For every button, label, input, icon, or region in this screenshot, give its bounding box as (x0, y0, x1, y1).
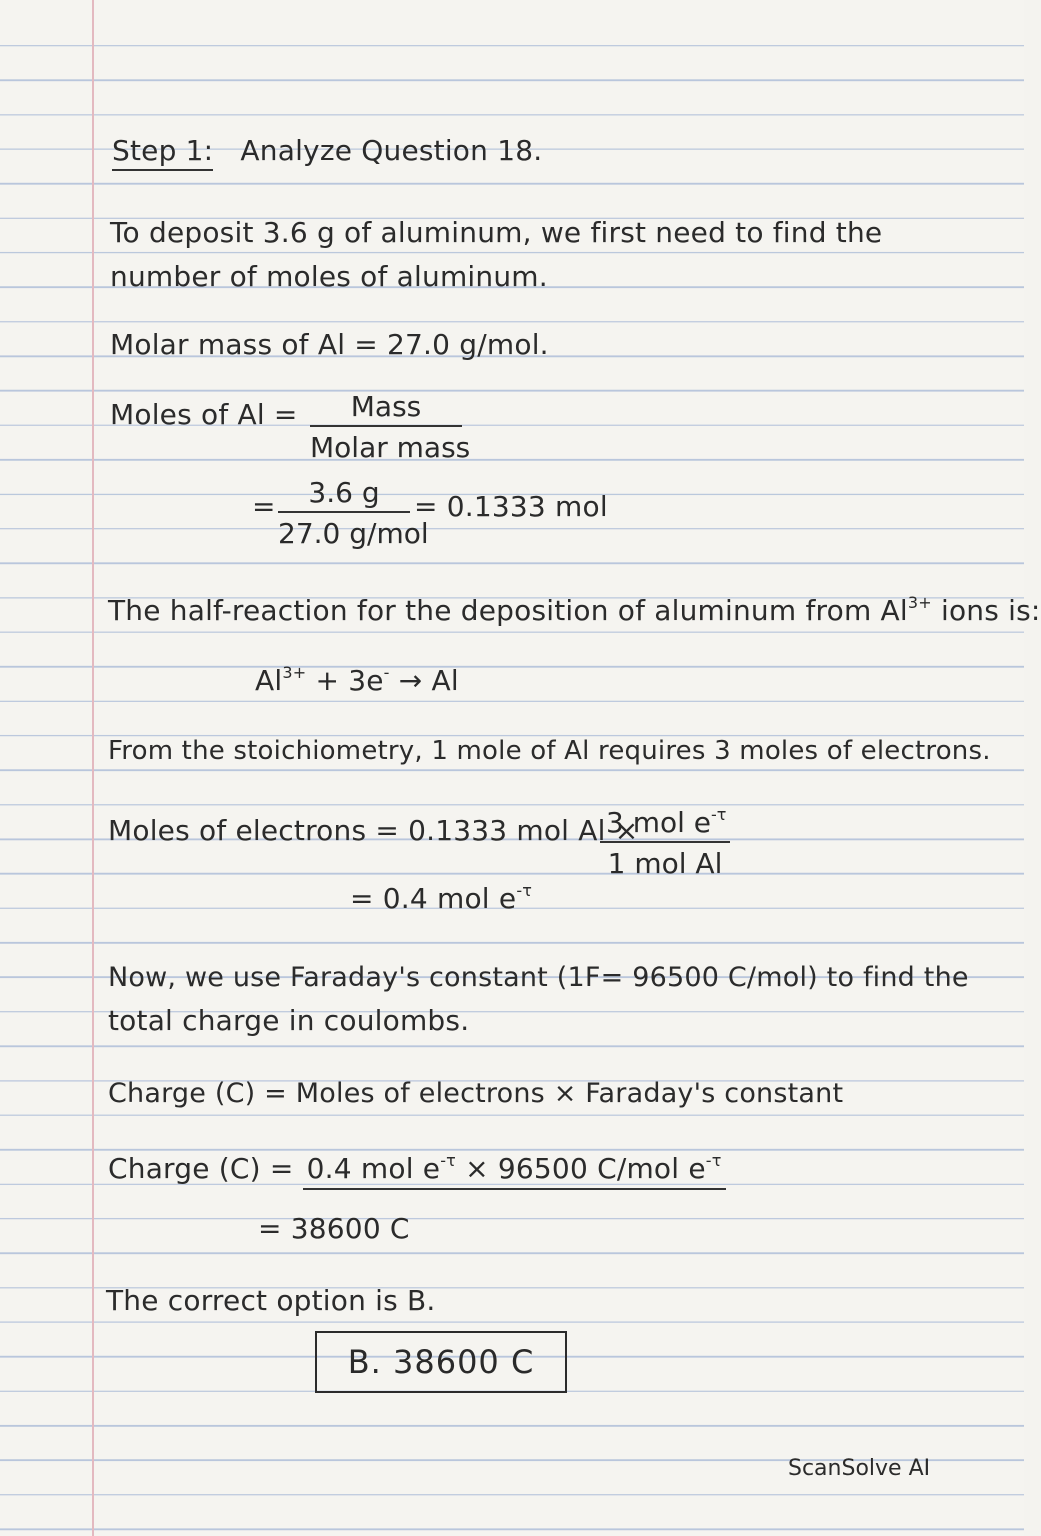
step-label: Step 1: (112, 134, 213, 171)
formula-denominator: Molar mass (310, 431, 471, 464)
margin-line (92, 0, 94, 1536)
charge-calc-terms (303, 1152, 726, 1190)
half-reaction-intro (108, 594, 1041, 627)
moles-electrons-result-text: = 0.4 mol e (350, 882, 517, 915)
charge-result: = 38600 C (258, 1212, 410, 1245)
faraday-line-1: Now, we use Faraday's constant (1F= 96500 C/mol) to find the (108, 962, 969, 993)
moles-electrons-result (350, 882, 532, 915)
charge-term-1: 0.4 mol e (306, 1152, 441, 1185)
electrons-numerator-text: 3 mol e (606, 806, 712, 839)
stoichiometry-line: From the stoichiometry, 1 mole of Al requires 3 moles of electrons. (108, 736, 991, 766)
reactant-al: Al (255, 664, 283, 697)
moles-electrons-result-sup: -τ (516, 880, 533, 900)
moles-al-equals: = (252, 490, 276, 523)
electrons-numerator (600, 806, 730, 843)
step-title: Analyze Question 18. (240, 134, 543, 167)
charge-calc-lhs: Charge (C) = (108, 1152, 294, 1185)
moles-electrons-lhs: Moles of electrons = 0.1333 mol Al × (108, 814, 639, 847)
half-reaction-intro-end: ions is: (931, 594, 1041, 627)
moles-al-lhs: Moles of Al = (110, 398, 298, 431)
molar-mass-line: Molar mass of Al = 27.0 g/mol. (110, 328, 549, 361)
faraday-line-2: total charge in coulombs. (108, 1004, 470, 1037)
half-reaction-intro-text: The half-reaction for the deposition of aluminum from Al (108, 594, 908, 627)
electrons-denominator: 1 mol Al (607, 847, 723, 880)
charge-superscript: 3+ (907, 592, 932, 612)
reactant-charge: 3+ (282, 662, 307, 682)
electrons-numerator-sup: -τ (711, 804, 727, 824)
product-al: → Al (389, 664, 459, 697)
intro-line-1: To deposit 3.6 g of aluminum, we first need to find the (110, 216, 883, 249)
electron-charge: - (383, 662, 390, 682)
calc-numerator: 3.6 g (278, 476, 410, 513)
charge-term-2-sup: -τ (705, 1150, 722, 1170)
moles-al-formula-fraction (310, 390, 471, 464)
answer-box: B. 38600 C (315, 1331, 567, 1393)
charge-term-2: 96500 C/mol e (497, 1152, 706, 1185)
intro-line-2: number of moles of aluminum. (110, 260, 548, 293)
electrons-fraction (600, 806, 730, 880)
brand-watermark: ScanSolve AI (788, 1456, 931, 1481)
conclusion: The correct option is B. (106, 1284, 436, 1317)
electron-term: + 3e (306, 664, 384, 697)
charge-formula: Charge (C) = Moles of electrons × Faraday's constant (108, 1078, 844, 1109)
step-heading (112, 134, 542, 167)
moles-al-result: = 0.1333 mol (414, 490, 608, 523)
charge-times: × (456, 1152, 498, 1185)
moles-al-calc-fraction (278, 476, 429, 550)
charge-calc (108, 1152, 726, 1185)
charge-term-1-sup: -τ (440, 1150, 457, 1170)
formula-numerator: Mass (310, 390, 462, 427)
calc-denominator: 27.0 g/mol (278, 517, 429, 550)
half-reaction-equation (255, 664, 459, 697)
